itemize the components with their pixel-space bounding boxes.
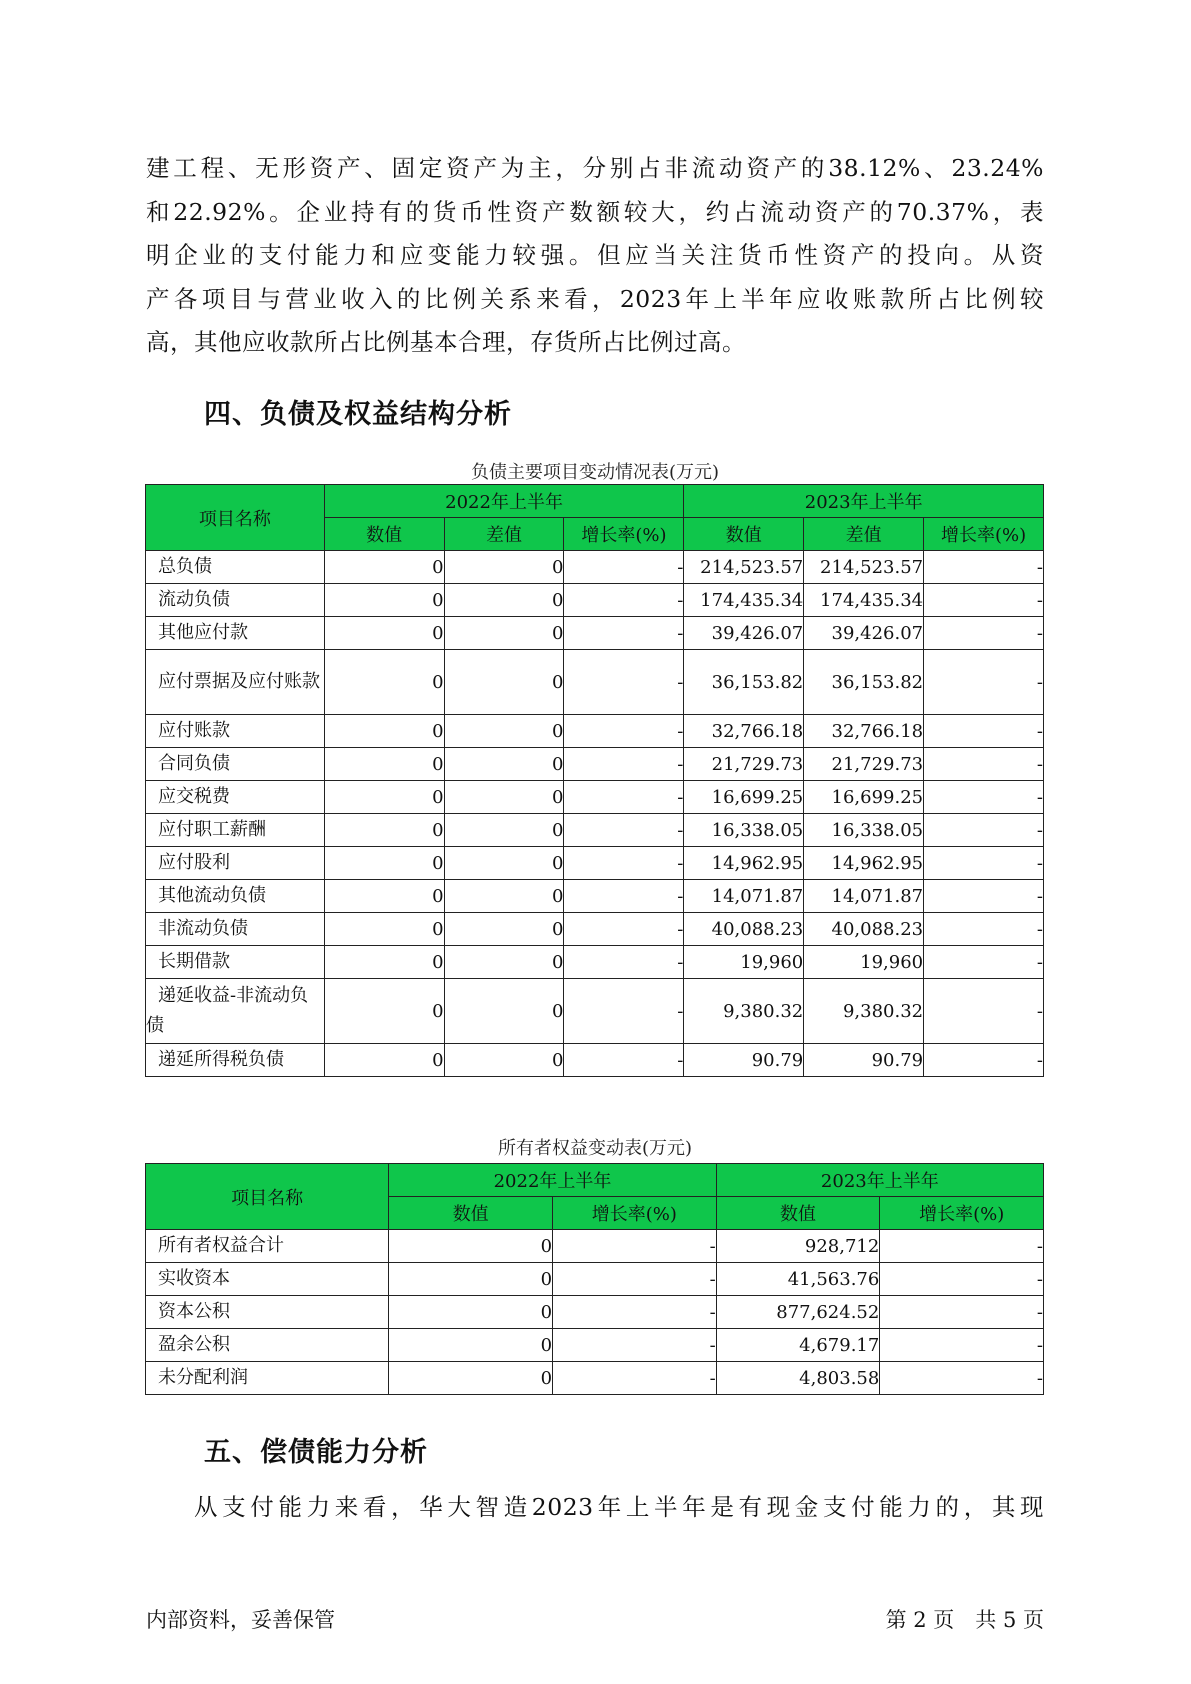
cell-growth-2022: - <box>553 1362 717 1395</box>
cell-diff-2023: 19,960 <box>804 946 924 979</box>
row-item-name: 应交税费 <box>146 781 325 814</box>
cell-diff-2022: 0 <box>444 946 564 979</box>
cell-value-2023: 36,153.82 <box>684 650 804 715</box>
header-diff: 差值 <box>444 518 564 551</box>
row-item-name: 非流动负债 <box>146 913 325 946</box>
cell-growth-2022: - <box>564 913 684 946</box>
section-heading-solvency: 五、偿债能力分析 <box>204 1437 428 1468</box>
cell-value-2023: 14,071.87 <box>684 880 804 913</box>
cell-diff-2023: 16,338.05 <box>804 814 924 847</box>
cell-diff-2022: 0 <box>444 748 564 781</box>
table-caption-equity: 所有者权益变动表(万元) <box>497 1138 693 1159</box>
table-row <box>146 814 1044 847</box>
cell-value-2022: 0 <box>389 1329 553 1362</box>
cell-diff-2022: 0 <box>444 979 564 1044</box>
cell-growth-2023: - <box>880 1329 1044 1362</box>
cell-growth-2022: - <box>564 551 684 584</box>
cell-value-2022: 0 <box>324 814 444 847</box>
header-value: 数值 <box>324 518 444 551</box>
footer-page-number: 第 2 页 共 5 页 <box>885 1608 1044 1632</box>
cell-diff-2023: 9,380.32 <box>804 979 924 1044</box>
cell-value-2022: 0 <box>324 913 444 946</box>
header-period-2023: 2023年上半年 <box>684 485 1044 518</box>
header-item-name: 项目名称 <box>146 485 325 551</box>
cell-value-2023: 877,624.52 <box>716 1296 880 1329</box>
row-item-name: 应付股利 <box>146 847 325 880</box>
row-item-name: 应付账款 <box>146 715 325 748</box>
cell-diff-2023: 40,088.23 <box>804 913 924 946</box>
cell-growth-2023: - <box>924 913 1044 946</box>
paragraph-line: 从支付能力来看，华大智造2023年上半年是有现金支付能力的，其现 <box>194 1493 1044 1521</box>
cell-growth-2022: - <box>564 880 684 913</box>
table-row <box>146 584 1044 617</box>
header-diff: 差值 <box>804 518 924 551</box>
cell-value-2022: 0 <box>324 715 444 748</box>
row-item-name: 未分配利润 <box>146 1362 389 1395</box>
table-row <box>146 1263 1044 1296</box>
liabilities-table <box>145 484 1044 1077</box>
cell-value-2022: 0 <box>324 781 444 814</box>
row-item-name: 实收资本 <box>146 1263 389 1296</box>
cell-growth-2023: - <box>924 650 1044 715</box>
cell-value-2022: 0 <box>324 979 444 1044</box>
cell-growth-2022: - <box>564 847 684 880</box>
cell-value-2023: 174,435.34 <box>684 584 804 617</box>
cell-value-2022: 0 <box>324 584 444 617</box>
cell-growth-2022: - <box>553 1230 717 1263</box>
cell-growth-2022: - <box>564 584 684 617</box>
table-row <box>146 1362 1044 1395</box>
table-row <box>146 946 1044 979</box>
cell-growth-2022: - <box>564 946 684 979</box>
cell-growth-2023: - <box>880 1263 1044 1296</box>
cell-value-2023: 41,563.76 <box>716 1263 880 1296</box>
cell-value-2023: 40,088.23 <box>684 913 804 946</box>
cell-value-2022: 0 <box>389 1263 553 1296</box>
cell-value-2023: 4,679.17 <box>716 1329 880 1362</box>
row-item-name: 其他应付款 <box>146 617 325 650</box>
cell-diff-2022: 0 <box>444 584 564 617</box>
cell-growth-2023: - <box>924 1044 1044 1077</box>
cell-diff-2023: 214,523.57 <box>804 551 924 584</box>
header-growth: 增长率(%) <box>924 518 1044 551</box>
paragraph-line: 产各项目与营业收入的比例关系来看，2023年上半年应收账款所占比例较 <box>146 284 1044 313</box>
cell-diff-2022: 0 <box>444 617 564 650</box>
table-row <box>146 748 1044 781</box>
solvency-paragraph <box>146 1486 1044 1530</box>
row-item-name: 长期借款 <box>146 946 325 979</box>
cell-value-2022: 0 <box>324 1044 444 1077</box>
cell-value-2023: 14,962.95 <box>684 847 804 880</box>
row-item-name: 所有者权益合计 <box>146 1230 389 1263</box>
table-row <box>146 979 1044 1044</box>
row-item-name: 合同负债 <box>146 748 325 781</box>
cell-growth-2023: - <box>924 814 1044 847</box>
row-item-name: 递延所得税负债 <box>146 1044 325 1077</box>
cell-growth-2022: - <box>553 1329 717 1362</box>
row-item-name: 递延收益-非流动负债 <box>146 979 325 1044</box>
cell-growth-2023: - <box>880 1230 1044 1263</box>
row-item-name: 资本公积 <box>146 1296 389 1329</box>
header-value: 数值 <box>389 1197 553 1230</box>
row-item-name: 应付职工薪酬 <box>146 814 325 847</box>
cell-growth-2022: - <box>564 781 684 814</box>
cell-growth-2023: - <box>924 847 1044 880</box>
cell-diff-2023: 14,071.87 <box>804 880 924 913</box>
row-item-name: 应付票据及应付账款 <box>146 650 325 715</box>
cell-growth-2023: - <box>924 880 1044 913</box>
row-item-name: 盈余公积 <box>146 1329 389 1362</box>
cell-diff-2022: 0 <box>444 551 564 584</box>
cell-value-2023: 39,426.07 <box>684 617 804 650</box>
cell-growth-2023: - <box>924 979 1044 1044</box>
cell-growth-2022: - <box>564 650 684 715</box>
cell-diff-2022: 0 <box>444 715 564 748</box>
cell-growth-2022: - <box>553 1263 717 1296</box>
cell-value-2023: 32,766.18 <box>684 715 804 748</box>
cell-growth-2022: - <box>564 715 684 748</box>
cell-growth-2022: - <box>564 814 684 847</box>
cell-value-2023: 90.79 <box>684 1044 804 1077</box>
equity-table <box>145 1163 1044 1395</box>
paragraph-line: 明企业的支付能力和应变能力较强。但应当关注货币性资产的投向。从资 <box>146 241 1044 269</box>
cell-growth-2023: - <box>924 617 1044 650</box>
cell-growth-2022: - <box>564 748 684 781</box>
cell-value-2022: 0 <box>324 617 444 650</box>
table-row <box>146 1329 1044 1362</box>
header-item-name: 项目名称 <box>146 1164 389 1230</box>
cell-value-2023: 16,338.05 <box>684 814 804 847</box>
cell-value-2022: 0 <box>324 551 444 584</box>
footer-confidential-note: 内部资料，妥善保管 <box>146 1608 335 1632</box>
cell-value-2023: 9,380.32 <box>684 979 804 1044</box>
cell-growth-2022: - <box>564 1044 684 1077</box>
cell-diff-2023: 39,426.07 <box>804 617 924 650</box>
table-row <box>146 617 1044 650</box>
table-row <box>146 1230 1044 1263</box>
cell-growth-2023: - <box>880 1362 1044 1395</box>
cell-diff-2023: 16,699.25 <box>804 781 924 814</box>
table-row <box>146 1296 1044 1329</box>
cell-value-2023: 19,960 <box>684 946 804 979</box>
cell-growth-2023: - <box>924 781 1044 814</box>
header-growth: 增长率(%) <box>564 518 684 551</box>
cell-growth-2023: - <box>880 1296 1044 1329</box>
header-period-2022: 2022年上半年 <box>324 485 684 518</box>
cell-value-2022: 0 <box>324 650 444 715</box>
cell-growth-2023: - <box>924 584 1044 617</box>
header-growth: 增长率(%) <box>553 1197 717 1230</box>
header-value: 数值 <box>684 518 804 551</box>
cell-diff-2022: 0 <box>444 814 564 847</box>
cell-value-2022: 0 <box>389 1230 553 1263</box>
cell-diff-2023: 32,766.18 <box>804 715 924 748</box>
table-row <box>146 1044 1044 1077</box>
cell-value-2022: 0 <box>324 880 444 913</box>
cell-diff-2023: 90.79 <box>804 1044 924 1077</box>
analysis-paragraph <box>146 147 1044 365</box>
table-row <box>146 551 1044 584</box>
cell-value-2023: 928,712 <box>716 1230 880 1263</box>
cell-diff-2022: 0 <box>444 1044 564 1077</box>
header-value: 数值 <box>716 1197 880 1230</box>
paragraph-line: 和22.92%。企业持有的货币性资产数额较大，约占流动资产的70.37%，表 <box>146 197 1044 226</box>
cell-diff-2023: 174,435.34 <box>804 584 924 617</box>
table-row <box>146 715 1044 748</box>
table-row <box>146 650 1044 715</box>
cell-diff-2022: 0 <box>444 650 564 715</box>
cell-diff-2022: 0 <box>444 781 564 814</box>
cell-diff-2023: 36,153.82 <box>804 650 924 715</box>
cell-diff-2023: 14,962.95 <box>804 847 924 880</box>
row-item-name: 总负债 <box>146 551 325 584</box>
cell-value-2023: 4,803.58 <box>716 1362 880 1395</box>
paragraph-line: 高，其他应收款所占比例基本合理，存货所占比例过高。 <box>146 328 746 356</box>
header-period-2022: 2022年上半年 <box>389 1164 716 1197</box>
cell-growth-2023: - <box>924 946 1044 979</box>
cell-diff-2023: 21,729.73 <box>804 748 924 781</box>
cell-growth-2022: - <box>564 617 684 650</box>
cell-value-2022: 0 <box>324 748 444 781</box>
section-heading-liabilities: 四、负债及权益结构分析 <box>204 399 512 430</box>
table-row <box>146 781 1044 814</box>
cell-growth-2022: - <box>553 1296 717 1329</box>
paragraph-line: 建工程、无形资产、固定资产为主，分别占非流动资产的38.12%、23.24% <box>146 154 1044 182</box>
cell-value-2022: 0 <box>389 1296 553 1329</box>
table-row <box>146 913 1044 946</box>
cell-growth-2022: - <box>564 979 684 1044</box>
table-caption-liabilities: 负债主要项目变动情况表(万元) <box>470 462 720 483</box>
row-item-name: 流动负债 <box>146 584 325 617</box>
cell-value-2023: 16,699.25 <box>684 781 804 814</box>
cell-value-2023: 21,729.73 <box>684 748 804 781</box>
cell-value-2022: 0 <box>324 847 444 880</box>
cell-diff-2022: 0 <box>444 913 564 946</box>
cell-diff-2022: 0 <box>444 880 564 913</box>
cell-growth-2023: - <box>924 551 1044 584</box>
header-growth: 增长率(%) <box>880 1197 1044 1230</box>
row-item-name: 其他流动负债 <box>146 880 325 913</box>
cell-growth-2023: - <box>924 715 1044 748</box>
cell-value-2022: 0 <box>324 946 444 979</box>
cell-growth-2023: - <box>924 748 1044 781</box>
cell-value-2023: 214,523.57 <box>684 551 804 584</box>
cell-value-2022: 0 <box>389 1362 553 1395</box>
header-period-2023: 2023年上半年 <box>716 1164 1043 1197</box>
cell-diff-2022: 0 <box>444 847 564 880</box>
table-row <box>146 880 1044 913</box>
table-row <box>146 847 1044 880</box>
